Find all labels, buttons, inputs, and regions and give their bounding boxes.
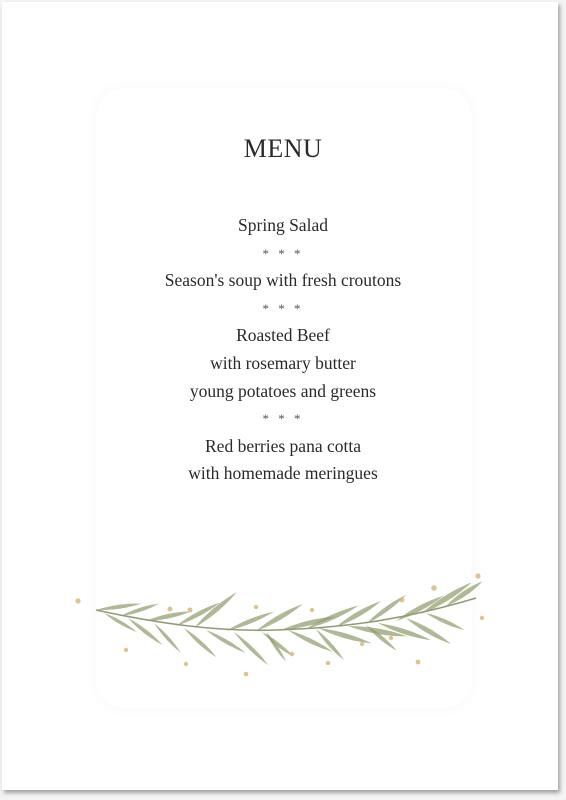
menu-item-spring-salad: Spring Salad (238, 215, 328, 235)
menu-list (0, 212, 566, 488)
menu-separator: * * * (262, 245, 304, 261)
menu-title: MENU (243, 134, 323, 163)
menu-item-beef-detail-butter: with rosemary butter (210, 352, 356, 373)
menu-separator: * * * (262, 300, 304, 316)
rosemary-branch-icon (66, 568, 496, 698)
menu-item-soup: Season's soup with fresh croutons (164, 270, 402, 291)
menu-item-beef-detail-sides: young potatoes and greens (189, 380, 377, 401)
menu-item-roasted-beef: Roasted Beef (236, 325, 330, 346)
menu-item-panna-cotta: Red berries pana cotta (205, 435, 361, 456)
menu-item-panna-cotta-detail: with homemade meringues (188, 463, 378, 484)
menu-separator: * * * (262, 411, 304, 427)
